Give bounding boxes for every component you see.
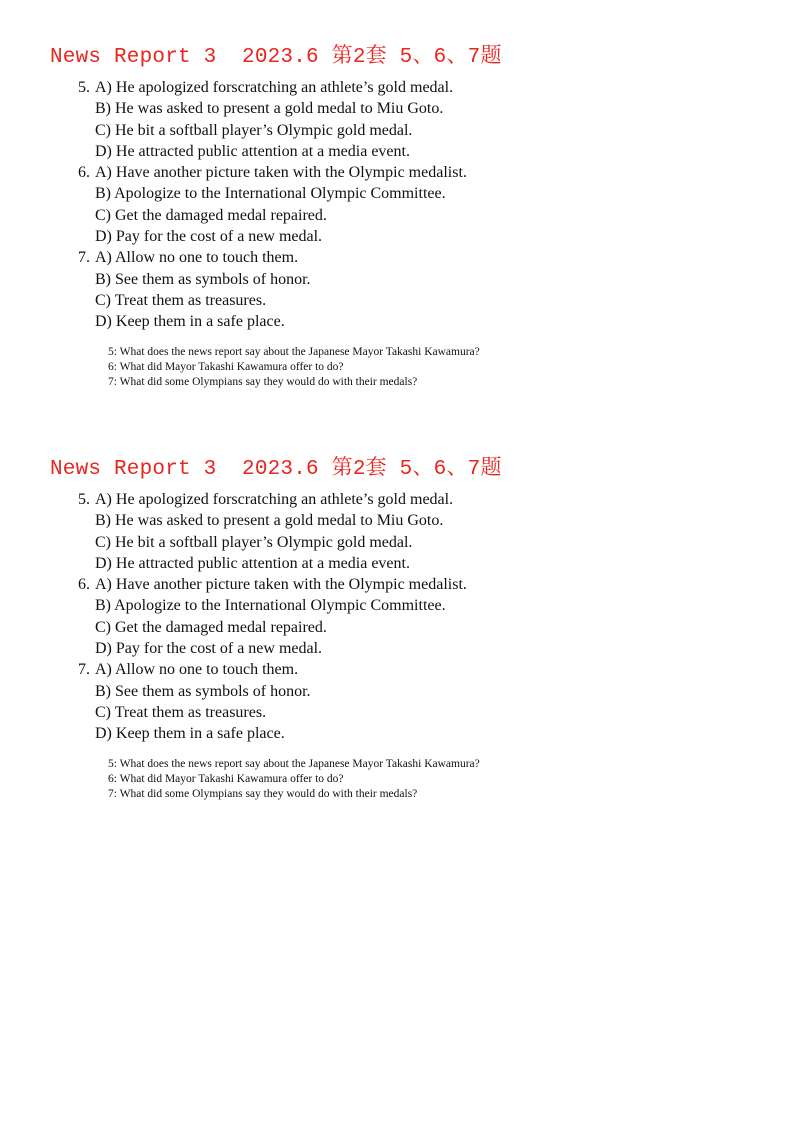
- question-6-option-c: [0, 617, 800, 638]
- option-text: D) Keep them in a safe place.: [95, 725, 285, 743]
- prompt-7: 7: What did some Olympians say they would do with their medals?: [108, 376, 418, 388]
- option-text: D) He attracted public attention at a media event.: [95, 554, 410, 572]
- question-7-option-c: [0, 702, 800, 723]
- question-5-option-d: [0, 141, 800, 162]
- question-number: 7.: [78, 661, 90, 679]
- question-number: 6.: [78, 164, 90, 182]
- question-5-option-b: [0, 98, 800, 119]
- option-text: B) He was asked to present a gold medal to Miu Goto.: [95, 100, 444, 118]
- option-text: A) He apologized forscratching an athlete’s gold medal.: [95, 79, 454, 96]
- question-7-option-d: [0, 723, 800, 744]
- question-6-option-d: [0, 226, 800, 247]
- prompt-5: 5: What does the news report say about the Japanese Mayor Takashi Kawamura?: [108, 758, 480, 770]
- option-text: D) Pay for the cost of a new medal.: [95, 640, 323, 658]
- question-5-option-a: [0, 489, 800, 510]
- question-7-option-b: [0, 681, 800, 702]
- prompt-5: 5: What does the news report say about the Japanese Mayor Takashi Kawamura?: [108, 346, 480, 358]
- question-6-option-a: [0, 574, 800, 595]
- question-list: [0, 489, 800, 745]
- question-5-option-a: [0, 77, 800, 98]
- section-title: News Report 3 2023.6 第2套 5、6、7题: [50, 46, 502, 69]
- question-prompts: [108, 757, 480, 802]
- option-text: B) See them as symbols of honor.: [95, 682, 311, 700]
- prompt-6: 6: What did Mayor Takashi Kawamura offer to do?: [108, 361, 344, 373]
- question-6-option-b: [0, 595, 800, 616]
- option-text: A) He apologized forscratching an athlete’s gold medal.: [95, 491, 454, 508]
- question-6-option-b: [0, 183, 800, 204]
- question-5-option-c: [0, 120, 800, 141]
- question-7-option-b: [0, 269, 800, 290]
- option-text: C) He bit a softball player’s Olympic gold medal.: [95, 533, 413, 551]
- option-text: D) Pay for the cost of a new medal.: [95, 228, 323, 246]
- option-text: B) Apologize to the International Olympic Committee.: [95, 597, 446, 615]
- question-prompts: [108, 345, 480, 390]
- option-text: B) Apologize to the International Olympic Committee.: [95, 185, 446, 203]
- prompt-7: 7: What did some Olympians say they would do with their medals?: [108, 788, 418, 800]
- section-title: News Report 3 2023.6 第2套 5、6、7题: [50, 458, 502, 481]
- question-7-option-a: [0, 247, 800, 268]
- option-text: C) Get the damaged medal repaired.: [95, 206, 327, 224]
- option-text: B) He was asked to present a gold medal to Miu Goto.: [95, 512, 444, 530]
- question-list: [0, 77, 800, 333]
- question-7-option-a: [0, 659, 800, 680]
- question-6-option-a: [0, 162, 800, 183]
- option-text: D) Keep them in a safe place.: [95, 313, 285, 331]
- question-7-option-d: [0, 311, 800, 332]
- option-text: D) He attracted public attention at a media event.: [95, 142, 410, 160]
- question-number: 5.: [78, 491, 90, 508]
- question-number: 6.: [78, 576, 90, 594]
- option-text: C) He bit a softball player’s Olympic gold medal.: [95, 121, 413, 139]
- option-text: A) Allow no one to touch them.: [95, 661, 299, 679]
- question-number: 7.: [78, 249, 90, 267]
- prompt-6: 6: What did Mayor Takashi Kawamura offer to do?: [108, 773, 344, 785]
- option-text: A) Have another picture taken with the Olympic medalist.: [95, 164, 467, 182]
- question-number: 5.: [78, 79, 90, 96]
- question-5-option-b: [0, 510, 800, 531]
- question-6-option-c: [0, 205, 800, 226]
- option-text: C) Treat them as treasures.: [95, 291, 267, 309]
- option-text: A) Allow no one to touch them.: [95, 249, 299, 267]
- question-7-option-c: [0, 290, 800, 311]
- question-5-option-d: [0, 553, 800, 574]
- option-text: C) Treat them as treasures.: [95, 703, 267, 721]
- option-text: A) Have another picture taken with the Olympic medalist.: [95, 576, 467, 594]
- option-text: B) See them as symbols of honor.: [95, 270, 311, 288]
- question-6-option-d: [0, 638, 800, 659]
- question-5-option-c: [0, 532, 800, 553]
- option-text: C) Get the damaged medal repaired.: [95, 618, 327, 636]
